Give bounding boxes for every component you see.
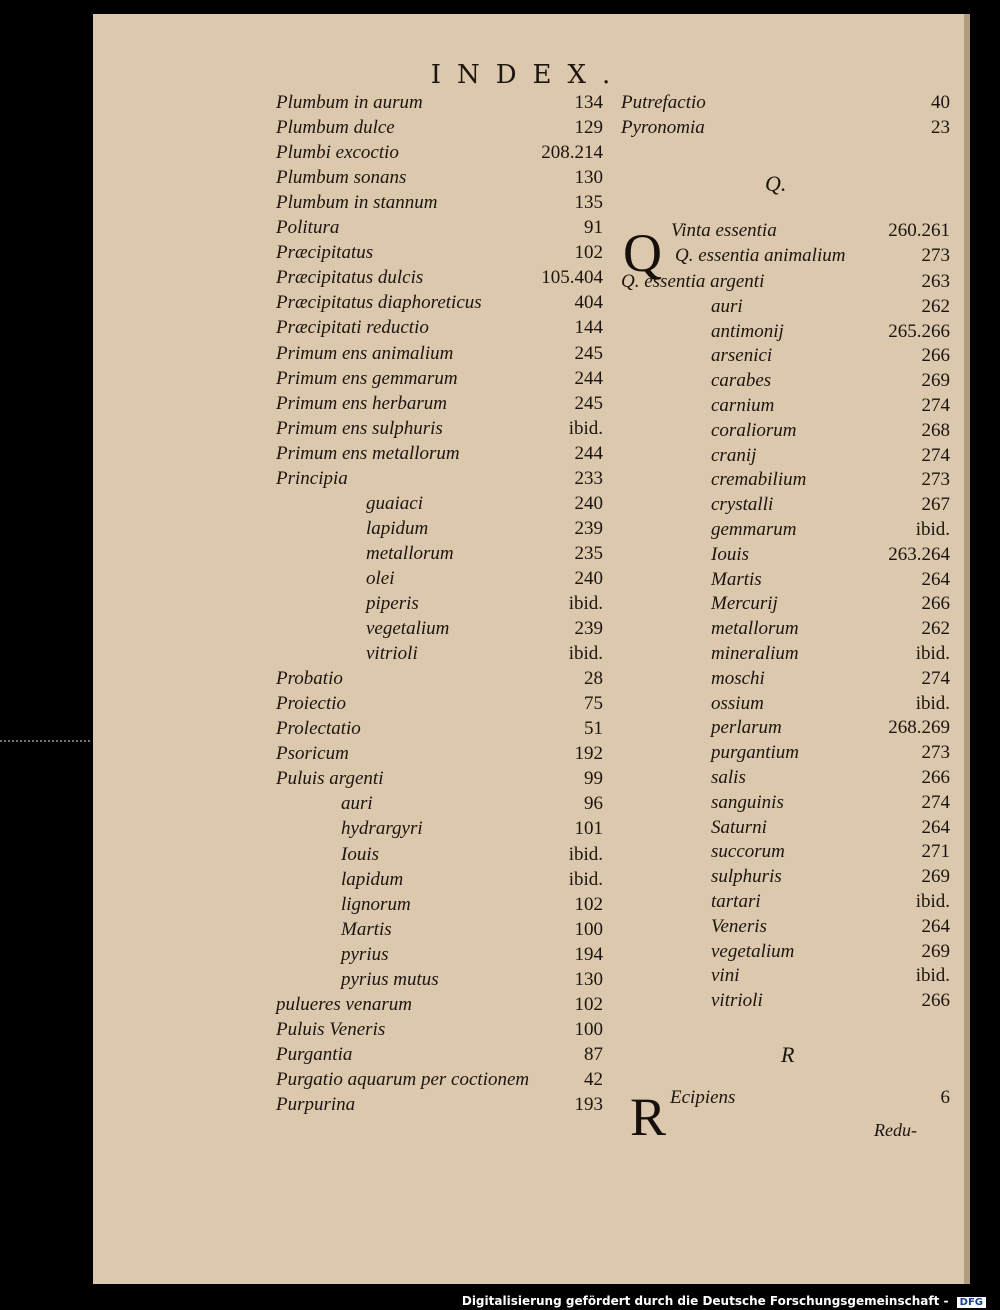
index-term: gemmarum	[711, 519, 797, 540]
page-reference: 264	[921, 915, 950, 937]
index-term: Iouis	[341, 843, 379, 865]
page-reference: ibid.	[568, 643, 603, 665]
index-entry	[711, 295, 950, 319]
page-reference: 263	[921, 271, 950, 292]
index-entry	[711, 890, 950, 914]
index-entry	[341, 893, 603, 917]
credit-text: Digitalisierung gefördert durch die Deutsche Forschungsgemeinschaft -	[461, 1294, 949, 1308]
index-entry	[711, 518, 950, 542]
index-term: cranij	[711, 444, 757, 466]
page-reference: 105.404	[541, 267, 603, 289]
index-entry	[276, 1068, 603, 1092]
page-reference: 239	[574, 517, 603, 539]
index-entry	[711, 989, 950, 1013]
index-entry	[711, 667, 950, 691]
index-entry	[675, 244, 950, 268]
book-page	[93, 14, 970, 1284]
index-term: Primum ens metallorum	[276, 442, 460, 464]
index-entry	[276, 367, 603, 391]
index-entry	[711, 444, 950, 468]
page-reference: 274	[921, 444, 950, 466]
section-heading-r: R	[781, 1042, 795, 1067]
page-reference: 208.214	[541, 142, 603, 164]
index-term: Plumbum dulce	[276, 117, 395, 139]
index-entry	[711, 915, 950, 939]
index-entry	[276, 116, 603, 140]
page-reference: ibid.	[568, 843, 603, 865]
page-reference: 265.266	[888, 320, 950, 342]
page-reference: 264	[921, 568, 950, 590]
index-term: perlarum	[711, 717, 782, 739]
page-reference: 244	[574, 442, 603, 464]
index-entry	[276, 767, 603, 791]
index-term: Plumbi excoctio	[276, 142, 399, 164]
index-term: lapidum	[366, 517, 429, 539]
index-term: mineralium	[711, 643, 799, 664]
index-entry	[276, 417, 603, 441]
index-entry	[366, 567, 603, 591]
index-term: carnium	[711, 395, 775, 416]
page-reference: 260.261	[888, 220, 950, 241]
page-reference: 267	[921, 494, 950, 516]
index-term: Primum ens herbarum	[276, 392, 447, 414]
index-entry	[711, 791, 950, 815]
page-reference: ibid.	[568, 417, 603, 439]
index-term: Præcipitatus	[276, 242, 374, 264]
index-term: tartari	[711, 891, 761, 912]
page-reference: 240	[574, 567, 603, 589]
page-reference: 192	[574, 743, 603, 765]
index-entry	[276, 667, 603, 691]
index-term: sulphuris	[711, 866, 782, 888]
index-entry	[276, 241, 603, 265]
page-reference: 42	[584, 1068, 603, 1090]
page-reference: 240	[574, 492, 603, 514]
page-reference: 130	[574, 167, 603, 189]
index-term: Saturni	[711, 816, 767, 838]
page-reference: 6	[940, 1087, 950, 1108]
index-term: Psoricum	[276, 743, 349, 765]
section-heading-q: Q.	[765, 171, 787, 196]
page-reference: ibid.	[915, 965, 950, 987]
index-entry	[341, 968, 603, 992]
page-reference: 269	[921, 866, 950, 888]
index-term: salis	[711, 767, 746, 788]
page-reference: 99	[584, 768, 603, 790]
index-entry	[711, 816, 950, 840]
index-term: metallorum	[711, 618, 799, 640]
index-term: Præcipitati reductio	[276, 317, 429, 339]
index-term: vegetalium	[366, 618, 450, 640]
page-title: INDEX.	[430, 60, 627, 90]
index-entry	[670, 1086, 950, 1110]
index-entry	[621, 91, 950, 115]
index-entry	[711, 692, 950, 716]
index-entry	[711, 543, 950, 567]
index-term: antimonij	[711, 320, 784, 342]
page-reference: 102	[574, 242, 603, 264]
index-entry	[341, 843, 603, 867]
index-term: Puluis Veneris	[276, 1018, 386, 1040]
index-term: carabes	[711, 370, 772, 392]
index-term: vitrioli	[711, 990, 763, 1012]
index-entry	[711, 716, 950, 740]
index-entry	[366, 592, 603, 616]
index-entry	[711, 964, 950, 988]
page-reference: 274	[921, 667, 950, 689]
index-entry	[711, 865, 950, 889]
page-reference: 96	[584, 793, 603, 815]
page-reference: 273	[921, 469, 950, 491]
index-entry	[711, 394, 950, 418]
page-reference: 102	[574, 993, 603, 1015]
index-entry	[711, 568, 950, 592]
page-reference: 266	[921, 990, 950, 1012]
page-reference: 233	[574, 467, 603, 489]
page-reference: 129	[574, 117, 603, 139]
index-entry	[711, 592, 950, 616]
index-term: Proiectio	[276, 693, 346, 715]
index-term: vini	[711, 965, 740, 987]
page-reference: 245	[574, 342, 603, 364]
page-reference: 404	[574, 292, 603, 314]
page-reference: 273	[921, 245, 950, 266]
index-term: guaiaci	[366, 492, 423, 514]
index-entry	[711, 741, 950, 765]
page-reference: 269	[921, 940, 950, 962]
page-reference: 274	[921, 791, 950, 813]
index-entry	[276, 1018, 603, 1042]
index-term: Purpurina	[276, 1094, 356, 1115]
index-term: Purgatio aquarum per coctionem	[276, 1068, 530, 1090]
page-reference: 244	[574, 367, 603, 389]
index-entry	[276, 141, 603, 165]
index-entry	[276, 291, 603, 315]
page-reference: 245	[574, 392, 603, 414]
page-reference: ibid.	[568, 593, 603, 614]
index-term: Pyronomia	[621, 117, 705, 138]
index-entry	[276, 316, 603, 340]
index-term: piperis	[366, 593, 419, 614]
index-entry	[366, 617, 603, 641]
index-term: vegetalium	[711, 940, 795, 962]
index-entry	[671, 219, 950, 243]
index-entry	[711, 493, 950, 517]
index-term: succorum	[711, 841, 785, 863]
index-entry	[276, 717, 603, 741]
page-reference: ibid.	[915, 643, 950, 664]
index-term: Martis	[711, 568, 762, 590]
index-entry	[711, 840, 950, 864]
index-term: pyrius mutus	[341, 968, 439, 990]
page-reference: 134	[574, 92, 603, 113]
index-entry	[711, 766, 950, 790]
page-reference: ibid.	[915, 692, 950, 714]
dropcap-q: Q	[623, 223, 662, 283]
index-term: cremabilium	[711, 469, 807, 491]
index-term: lignorum	[341, 893, 411, 915]
index-entry	[711, 940, 950, 964]
index-entry	[276, 342, 603, 366]
index-term: ossium	[711, 692, 764, 714]
page-reference: 268	[921, 419, 950, 441]
page-reference: 40	[931, 92, 950, 113]
index-entry	[341, 918, 603, 942]
index-term: Plumbum in stannum	[276, 192, 438, 214]
page-reference: 266	[921, 767, 950, 788]
index-entry	[276, 993, 603, 1017]
index-entry	[276, 1093, 603, 1117]
index-entry	[276, 392, 603, 416]
index-entry	[341, 868, 603, 892]
dropcap-r: R	[630, 1087, 667, 1147]
index-entry	[366, 517, 603, 541]
scan-edge-marks	[0, 740, 90, 742]
index-entry	[711, 320, 950, 344]
page-reference: 194	[574, 943, 603, 965]
index-term: vitrioli	[366, 643, 418, 665]
page-reference: 100	[574, 1018, 603, 1040]
index-term: Veneris	[711, 915, 767, 937]
page-reference: 28	[584, 668, 603, 690]
digitization-credit	[462, 1294, 986, 1308]
page-reference: 273	[921, 742, 950, 764]
index-term: pyrius	[341, 943, 389, 965]
index-entry	[341, 792, 603, 816]
index-entry	[276, 216, 603, 240]
index-entry	[711, 617, 950, 641]
page-reference: ibid.	[915, 891, 950, 912]
catchword: Redu-	[874, 1120, 917, 1140]
index-entry	[276, 166, 603, 190]
index-entry	[621, 270, 950, 294]
index-entry	[276, 692, 603, 716]
index-term: Plumbum in aurum	[276, 92, 423, 113]
index-term: sanguinis	[711, 791, 784, 813]
index-term: lapidum	[341, 868, 404, 890]
page-reference: 130	[574, 968, 603, 990]
dfg-logo: DFG	[957, 1297, 986, 1308]
index-term: metallorum	[366, 542, 454, 564]
index-term: Q. essentia argenti	[621, 271, 765, 292]
index-entry	[711, 344, 950, 368]
index-entry	[276, 442, 603, 466]
page-reference: 262	[921, 295, 950, 317]
index-entry	[276, 467, 603, 491]
index-term: pulueres venarum	[276, 993, 412, 1015]
page-reference: 239	[574, 618, 603, 640]
index-term: Purgantia	[276, 1043, 353, 1065]
page-reference: 263.264	[888, 543, 950, 565]
page-reference: 269	[921, 370, 950, 392]
page-reference: 100	[574, 918, 603, 940]
index-term: Primum ens animalium	[276, 342, 454, 364]
index-term: Q. essentia animalium	[675, 245, 846, 266]
index-entry	[276, 742, 603, 766]
index-entry	[341, 943, 603, 967]
index-term: moschi	[711, 667, 765, 689]
page-reference: 235	[574, 542, 603, 564]
index-term: Probatio	[276, 668, 343, 690]
index-term: crystalli	[711, 494, 774, 516]
index-entry	[366, 492, 603, 516]
index-term: auri	[711, 295, 743, 317]
page-reference: 264	[921, 816, 950, 838]
page-reference: 87	[584, 1043, 603, 1065]
page-reference: 135	[574, 192, 603, 214]
index-term: hydrargyri	[341, 818, 423, 840]
page-reference: 51	[584, 718, 603, 740]
index-term: Præcipitatus dulcis	[276, 267, 424, 289]
index-entry	[366, 642, 603, 666]
page-reference: 271	[921, 841, 950, 863]
index-term: Primum ens gemmarum	[276, 367, 458, 389]
index-term: Præcipitatus diaphoreticus	[276, 292, 482, 314]
index-term: Principia	[276, 467, 348, 489]
page-reference: 268.269	[888, 717, 950, 739]
page-reference: 75	[584, 693, 603, 715]
index-entry	[276, 1043, 603, 1067]
index-entry	[711, 642, 950, 666]
index-term: coraliorum	[711, 419, 797, 441]
index-entry	[276, 266, 603, 290]
page-reference: 91	[584, 217, 603, 239]
index-entry	[711, 468, 950, 492]
page-reference: 266	[921, 345, 950, 367]
index-term: auri	[341, 793, 373, 815]
index-term: purgantium	[711, 742, 799, 764]
index-term: Puluis argenti	[276, 768, 384, 790]
index-term: Primum ens sulphuris	[276, 417, 443, 439]
index-entry	[341, 817, 603, 841]
page-reference: 144	[574, 317, 603, 339]
index-term: Mercurij	[711, 593, 778, 615]
index-term: olei	[366, 567, 395, 589]
index-term: Iouis	[711, 543, 749, 565]
page-reference: 266	[921, 593, 950, 615]
index-term: Martis	[341, 918, 392, 940]
index-term: Vinta essentia	[671, 220, 777, 241]
index-term: Politura	[276, 217, 340, 239]
page-reference: 274	[921, 395, 950, 416]
page-reference: 102	[574, 893, 603, 915]
index-entry	[621, 116, 950, 140]
index-term: arsenici	[711, 345, 773, 367]
index-entry	[366, 542, 603, 566]
index-term: Plumbum sonans	[276, 167, 407, 189]
index-entry	[711, 419, 950, 443]
index-entry	[711, 369, 950, 393]
index-term: Prolectatio	[276, 718, 361, 740]
page-reference: 262	[921, 618, 950, 640]
page-reference: 23	[931, 117, 950, 138]
index-entry	[276, 91, 603, 115]
index-term: Putrefactio	[621, 92, 706, 113]
page-reference: 101	[574, 818, 603, 840]
index-term: Ecipiens	[670, 1087, 736, 1108]
page-reference: ibid.	[568, 868, 603, 890]
page-reference: ibid.	[915, 519, 950, 540]
index-entry	[276, 191, 603, 215]
page-reference: 193	[574, 1094, 603, 1115]
